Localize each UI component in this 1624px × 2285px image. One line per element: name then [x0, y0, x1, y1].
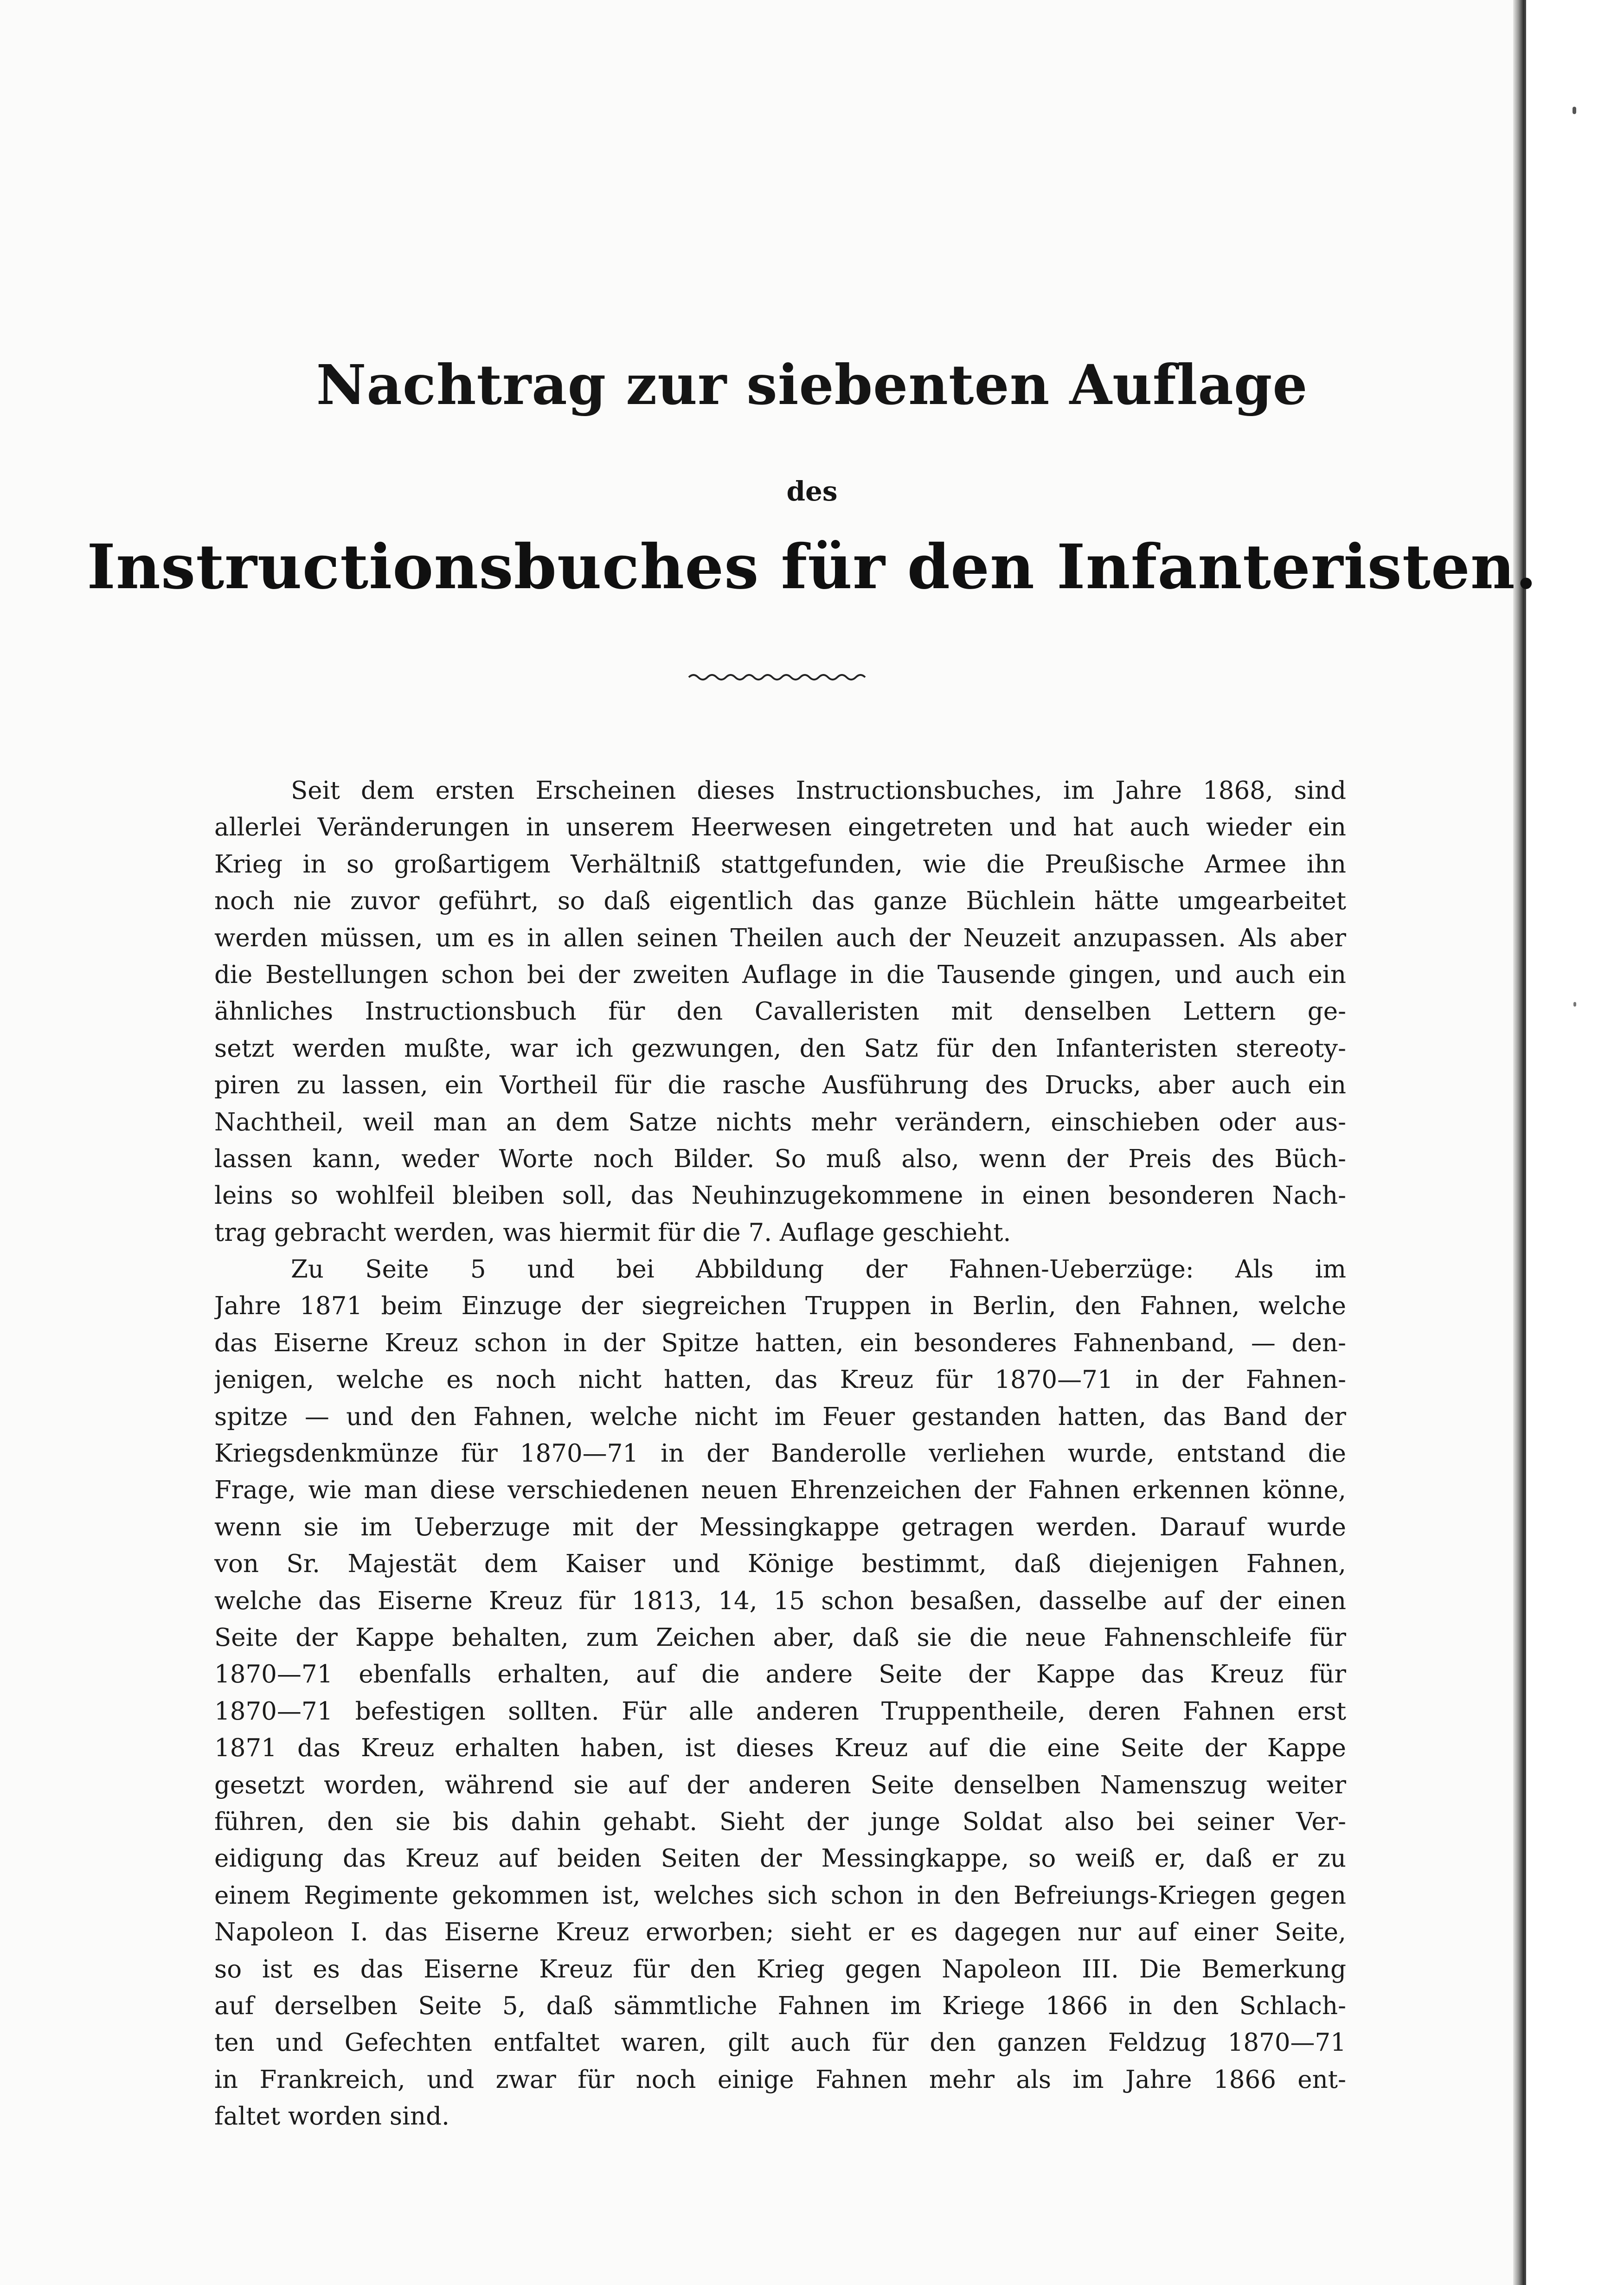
- scan-speck: [1573, 1002, 1576, 1007]
- text-line: gesetzt worden, während sie auf der anderen Seite denselben Namenszug weiter: [214, 1771, 1346, 1799]
- text-line: setzt werden mußte, war ich gezwungen, den Satz für den Infanteristen stereoty-: [214, 1034, 1346, 1063]
- text-line: einem Regimente gekommen ist, welches sich schon in den Befreiungs-Kriegen gegen: [214, 1881, 1346, 1910]
- heading-subtitle: Instructionsbuches für den Infanteristen.: [87, 531, 1537, 603]
- text-line: 1871 das Kreuz erhalten haben, ist dieses Kreuz auf die eine Seite der Kappe: [214, 1734, 1346, 1763]
- scan-speck: [1573, 107, 1576, 114]
- text-line: so ist es das Eiserne Kreuz für den Krieg gegen Napoleon III. Die Bemerkung: [214, 1955, 1346, 1983]
- text-line: Zu Seite 5 und bei Abbildung der Fahnen-Ueberzüge: Als im: [291, 1255, 1346, 1284]
- text-line: die Bestellungen schon bei der zweiten Auflage in die Tausende gingen, und auch ein: [214, 960, 1346, 989]
- text-line: allerlei Veränderungen in unserem Heerwesen eingetreten und hat auch wieder ein: [214, 813, 1346, 842]
- text-line: in Frankreich, und zwar für noch einige Fahnen mehr als im Jahre 1866 ent-: [214, 2065, 1346, 2094]
- right-margin: [1526, 0, 1624, 2285]
- text-line: trag gebracht werden, was hiermit für die 7. Auflage geschieht.: [214, 1218, 1011, 1247]
- text-line: piren zu lassen, ein Vortheil für die rasche Ausführung des Drucks, aber auch ein: [214, 1071, 1346, 1100]
- text-line: Kriegsdenkmünze für 1870—71 in der Banderolle verliehen wurde, entstand die: [214, 1439, 1346, 1468]
- text-line: werden müssen, um es in allen seinen Theilen auch der Neuzeit anzupassen. Als aber: [214, 924, 1346, 952]
- text-line: Krieg in so großartigem Verhältniß stattgefunden, wie die Preußische Armee ihn: [214, 850, 1346, 879]
- book-spine-edge: [1513, 0, 1526, 2285]
- text-line: auf derselben Seite 5, daß sämmtliche Fahnen im Kriege 1866 in den Schlach-: [214, 1991, 1346, 2020]
- text-line: von Sr. Majestät dem Kaiser und Könige bestimmt, daß diejenigen Fahnen,: [214, 1550, 1346, 1579]
- wavy-rule-icon: [684, 668, 870, 687]
- heading-connector: des: [786, 475, 838, 507]
- body-text: [214, 772, 1346, 2135]
- text-line: ähnliches Instructionsbuch für den Cavalleristen mit denselben Lettern ge-: [214, 997, 1346, 1026]
- text-line: leins so wohlfeil bleiben soll, das Neuhinzugekommene in einen besonderen Nach-: [214, 1181, 1346, 1210]
- text-line: Seit dem ersten Erscheinen dieses Instructionsbuches, im Jahre 1868, sind: [291, 777, 1346, 805]
- text-line: faltet worden sind.: [214, 2102, 449, 2131]
- text-line: Nachtheil, weil man an dem Satze nichts mehr verändern, einschieben oder aus-: [214, 1108, 1346, 1136]
- text-line: Seite der Kappe behalten, zum Zeichen aber, daß sie die neue Fahnenschleife für: [214, 1623, 1346, 1652]
- text-line: Frage, wie man diese verschiedenen neuen Ehrenzeichen der Fahnen erkennen könne,: [214, 1476, 1346, 1505]
- text-line: Napoleon I. das Eiserne Kreuz erworben; sieht er es dagegen nur auf einer Seite,: [214, 1918, 1346, 1947]
- text-line: das Eiserne Kreuz schon in der Spitze hatten, ein besonderes Fahnenband, — den-: [214, 1329, 1346, 1357]
- text-line: welche das Eiserne Kreuz für 1813, 14, 15 schon besaßen, dasselbe auf der einen: [214, 1586, 1346, 1615]
- text-line: wenn sie im Ueberzuge mit der Messingkappe getragen werden. Darauf wurde: [214, 1513, 1346, 1541]
- text-line: Jahre 1871 beim Einzuge der siegreichen Truppen in Berlin, den Fahnen, welche: [214, 1292, 1346, 1321]
- text-line: spitze — und den Fahnen, welche nicht im Feuer gestanden hatten, das Band der: [214, 1402, 1346, 1431]
- text-line: lassen kann, weder Worte noch Bilder. So muß also, wenn der Preis des Büch-: [214, 1144, 1346, 1173]
- text-line: führen, den sie bis dahin gehabt. Sieht der junge Soldat also bei seiner Ver-: [214, 1807, 1346, 1836]
- text-line: 1870—71 ebenfalls erhalten, auf die andere Seite der Kappe das Kreuz für: [214, 1660, 1346, 1689]
- text-line: jenigen, welche es noch nicht hatten, das Kreuz für 1870—71 in der Fahnen-: [214, 1366, 1346, 1394]
- text-line: eidigung das Kreuz auf beiden Seiten der Messingkappe, so weiß er, daß er zu: [214, 1844, 1346, 1873]
- heading-title: Nachtrag zur siebenten Auflage: [316, 353, 1308, 417]
- text-line: 1870—71 befestigen sollten. Für alle anderen Truppentheile, deren Fahnen erst: [214, 1697, 1346, 1726]
- text-line: ten und Gefechten entfaltet waren, gilt auch für den ganzen Feldzug 1870—71: [214, 2028, 1346, 2057]
- text-line: noch nie zuvor geführt, so daß eigentlich das ganze Büchlein hätte umgearbeitet: [214, 887, 1346, 916]
